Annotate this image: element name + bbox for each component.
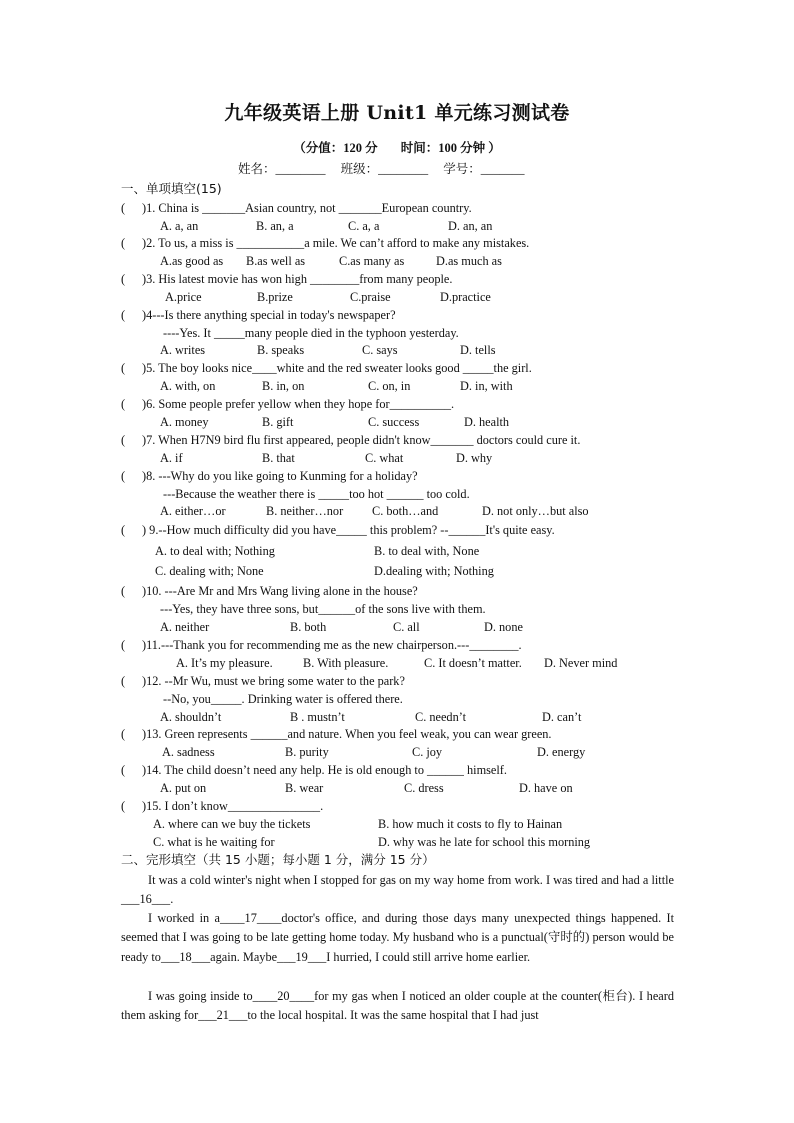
option[interactable]: C. success	[368, 415, 420, 429]
name-field[interactable]: 姓名：________	[238, 162, 326, 176]
option[interactable]: D.practice	[440, 290, 491, 304]
cloze-paragraph-3: I was going inside to____20____for my gas when I noticed an older couple at the counter(柜台). I heard them asking for___21___to the local hospital. It was the same hospital that I had just	[121, 989, 674, 1023]
student-id-field[interactable]: 学号：_______	[443, 162, 525, 176]
question-6: ( )6. Some people prefer yellow when they hope for__________.	[121, 397, 455, 411]
question-12: ( )12. --Mr Wu, must we bring some water to the park?	[121, 674, 405, 688]
question-8-line2: ---Because the weather there is _____too hot ______ too cold.	[163, 487, 470, 501]
question-stem: )6. Some people prefer yellow when they hope for__________.	[142, 397, 455, 411]
question-3: ( )3. His latest movie has won high ________from many people.	[121, 272, 453, 286]
question-stem: )7. When H7N9 bird flu first appeared, people didn't know_______ doctors could cure it.	[142, 433, 581, 447]
question-5: ( )5. The boy looks nice____white and the red sweater looks good _____the girl.	[121, 361, 532, 375]
option[interactable]: D. have on	[519, 781, 573, 795]
question-12-line2: --No, you_____. Drinking water is offered there.	[163, 692, 403, 706]
option[interactable]: B. how much it costs to fly to Hainan	[378, 817, 563, 831]
question-8: ( )8. ---Why do you like going to Kunming for a holiday?	[121, 469, 418, 483]
option[interactable]: B. to deal with, None	[374, 544, 480, 558]
option[interactable]: C. all	[393, 620, 420, 634]
question-11: ( )11.---Thank you for recommending me as the new chairperson.---________.	[121, 638, 522, 652]
option[interactable]: A.as good as	[160, 254, 224, 268]
option[interactable]: A. writes	[160, 343, 206, 357]
option[interactable]: B. an, a	[256, 219, 294, 233]
option[interactable]: A. if	[160, 451, 183, 465]
option[interactable]: C. on, in	[368, 379, 411, 393]
option[interactable]: A. put on	[160, 781, 207, 795]
option[interactable]: D.as much as	[436, 254, 502, 268]
option[interactable]: A. It’s my pleasure.	[176, 656, 273, 670]
question-stem: )13. Green represents ______and nature. When you feel weak, you can wear green.	[142, 727, 552, 741]
option[interactable]: C. joy	[412, 745, 443, 759]
option[interactable]: B . mustn’t	[290, 710, 345, 724]
option[interactable]: C. what is he waiting for	[153, 835, 275, 849]
question-stem: )4---Is there anything special in today's newspaper?	[142, 308, 396, 322]
option[interactable]: B. With pleasure.	[303, 656, 389, 670]
question-stem: )5. The boy looks nice____white and the red sweater looks good _____the girl.	[142, 361, 532, 375]
option[interactable]: B. purity	[285, 745, 329, 759]
question-7: ( )7. When H7N9 bird flu first appeared, people didn't know_______ doctors could cure it.	[121, 433, 581, 447]
cloze-paragraph-2: I worked in a____17____doctor's office, and during those days many unexpected things happened. It seemed that I was going to be late getting home today. My husband who is a punctual(守时的) person would be ready to___18___again. Maybe___19___I hurried, I could still arrive home earlier.	[121, 911, 674, 964]
option[interactable]: C. says	[362, 343, 398, 357]
question-stem: )15. I don’t know_______________.	[142, 799, 324, 813]
question-10: ( )10. ---Are Mr and Mrs Wang living alone in the house?	[121, 584, 418, 598]
question-9: ( ) 9.--How much difficulty did you have_____ this problem? --______It's quite easy.	[121, 523, 555, 537]
question-stem: )1. China is _______Asian country, not _______European country.	[142, 201, 472, 215]
option[interactable]: A. shouldn’t	[160, 710, 222, 724]
question-stem: )10. ---Are Mr and Mrs Wang living alone in the house?	[142, 584, 418, 598]
option[interactable]: B. that	[262, 451, 295, 465]
question-10-line2: ---Yes, they have three sons, but______of the sons live with them.	[160, 602, 486, 616]
option[interactable]: B. both	[290, 620, 327, 634]
option[interactable]: C. a, a	[348, 219, 380, 233]
option[interactable]: A. either…or	[160, 504, 226, 518]
exam-title: 九年级英语上册 Unit1 单元练习测试卷	[224, 102, 570, 124]
option[interactable]: D. an, an	[448, 219, 493, 233]
option[interactable]: D. tells	[460, 343, 496, 357]
option[interactable]: C. both…and	[372, 504, 439, 518]
section1-heading: 一、单项填空(15)	[121, 181, 222, 196]
question-4-line2: ----Yes. It _____many people died in the typhoon yesterday.	[163, 326, 459, 340]
option[interactable]: A. neither	[160, 620, 210, 634]
option[interactable]: A. a, an	[160, 219, 199, 233]
option[interactable]: A.price	[165, 290, 202, 304]
option[interactable]: D. none	[484, 620, 523, 634]
option[interactable]: C. dress	[404, 781, 444, 795]
option[interactable]: A. money	[160, 415, 209, 429]
option[interactable]: D. can’t	[542, 710, 582, 724]
option[interactable]: B. neither…nor	[266, 504, 344, 518]
option[interactable]: B.as well as	[246, 254, 306, 268]
option[interactable]: D. Never mind	[544, 656, 618, 670]
option[interactable]: A. to deal with; Nothing	[155, 544, 275, 558]
question-2: ( )2. To us, a miss is ___________a mile. We can’t afford to make any mistakes.	[121, 236, 530, 250]
time-value: 时间：100 分钟 ）	[400, 141, 501, 155]
option[interactable]: B. in, on	[262, 379, 305, 393]
question-stem: )8. ---Why do you like going to Kunming for a holiday?	[142, 469, 418, 483]
question-stem: )3. His latest movie has won high ________from many people.	[142, 272, 453, 286]
option[interactable]: D.dealing with; Nothing	[374, 564, 494, 578]
question-13: ( )13. Green represents ______and nature. When you feel weak, you can wear green.	[121, 727, 552, 741]
option[interactable]: B. gift	[262, 415, 294, 429]
option[interactable]: D. why	[456, 451, 493, 465]
option[interactable]: D. energy	[537, 745, 586, 759]
option[interactable]: A. sadness	[162, 745, 215, 759]
section2-heading: 二、完形填空（共 15 小题；每小题 1 分，满分 15 分）	[121, 852, 435, 867]
option[interactable]: C. It doesn’t matter.	[424, 656, 522, 670]
question-stem: )11.---Thank you for recommending me as the new chairperson.---________.	[142, 638, 522, 652]
option[interactable]: D. in, with	[460, 379, 513, 393]
score-value: （分值：120 分	[293, 141, 378, 155]
question-stem: )14. The child doesn’t need any help. He is old enough to ______ himself.	[142, 763, 507, 777]
option[interactable]: D. health	[464, 415, 510, 429]
class-field[interactable]: 班级：________	[340, 162, 429, 176]
option[interactable]: D. not only…but also	[482, 504, 589, 518]
option[interactable]: B.prize	[257, 290, 293, 304]
question-stem: )2. To us, a miss is ___________a mile. We can’t afford to make any mistakes.	[142, 236, 530, 250]
student-info	[238, 160, 525, 178]
question-stem: ) 9.--How much difficulty did you have_____ this problem? --______It's quite easy.	[142, 523, 555, 537]
score-time-line	[0, 139, 794, 157]
option[interactable]: C.praise	[350, 290, 391, 304]
option[interactable]: C. what	[365, 451, 404, 465]
question-14: ( )14. The child doesn’t need any help. He is old enough to ______ himself.	[121, 763, 507, 777]
option[interactable]: C. needn’t	[415, 710, 467, 724]
cloze-paragraph-1: It was a cold winter's night when I stopped for gas on my way home from work. I was tired and had a little ___16___.	[121, 873, 674, 907]
option[interactable]: C. dealing with; None	[155, 564, 264, 578]
question-4: ( )4---Is there anything special in today's newspaper?	[121, 308, 396, 322]
option[interactable]: B. speaks	[257, 343, 305, 357]
option[interactable]: B. wear	[285, 781, 324, 795]
option[interactable]: A. where can we buy the tickets	[153, 817, 311, 831]
question-stem: )12. --Mr Wu, must we bring some water to the park?	[142, 674, 405, 688]
question-15: ( )15. I don’t know_______________.	[121, 799, 324, 813]
option[interactable]: D. why was he late for school this morning	[378, 835, 591, 849]
option[interactable]: A. with, on	[160, 379, 216, 393]
option[interactable]: C.as many as	[339, 254, 405, 268]
question-1: ( )1. China is _______Asian country, not _______European country.	[121, 201, 472, 215]
